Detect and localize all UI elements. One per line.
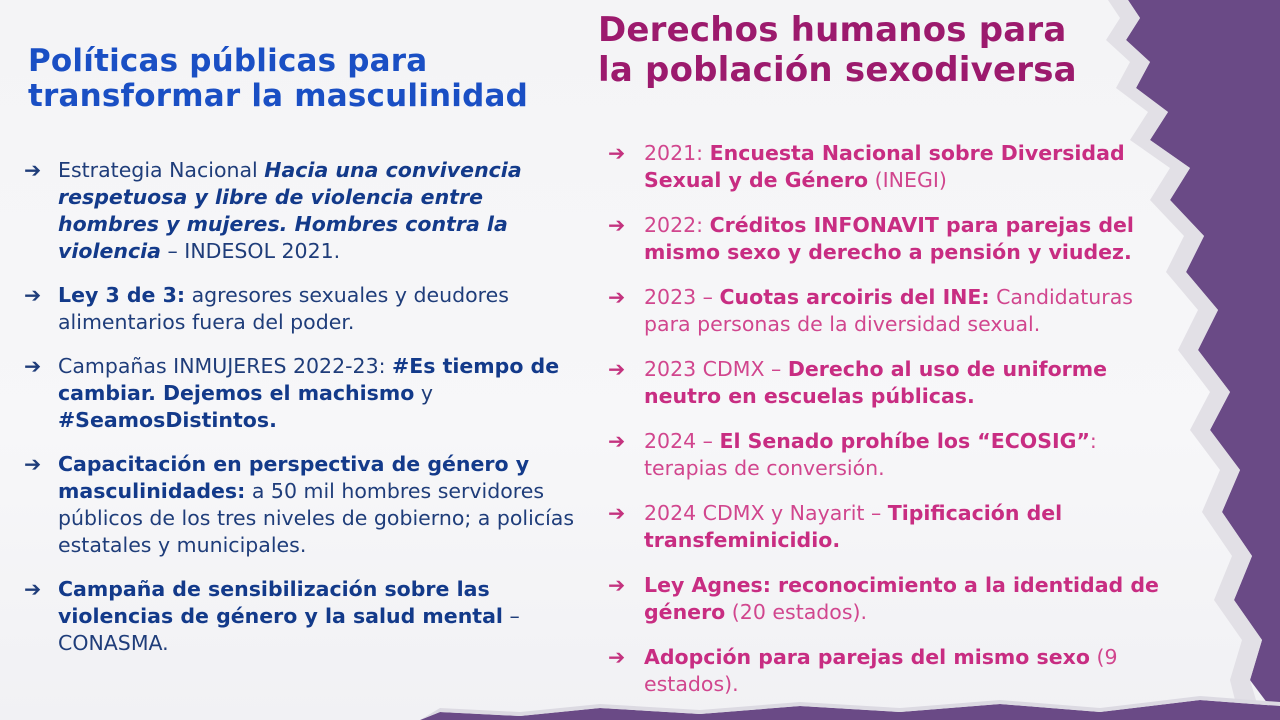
left-title-line1: Políticas públicas para (28, 43, 428, 79)
item-text: Candidaturas para personas de la diversidad sexual. (644, 285, 1133, 336)
arrow-right-icon: ➔ (608, 285, 626, 309)
item-text: agresores sexuales y deudores alimentarios fuera del poder. (58, 283, 509, 334)
left-column (24, 44, 584, 674)
arrow-right-icon: ➔ (608, 501, 626, 525)
item-emphasis: #Es tiempo de cambiar. Dejemos el machismo (58, 354, 560, 405)
item-text: (9 estados). (644, 645, 1118, 696)
item-emphasis: Hacia una convivencia respetuosa y libre de violencia entre hombres y mujeres. Hombres contra la violencia (58, 158, 522, 263)
item-text: – CONASMA. (58, 604, 520, 655)
arrow-right-icon: ➔ (608, 429, 626, 453)
item-text: Estrategia Nacional (58, 158, 265, 182)
item-text: (INEGI) (868, 168, 947, 192)
item-emphasis: Cuotas arcoiris del INE: (719, 285, 990, 309)
item-emphasis: Adopción para parejas del mismo sexo (644, 645, 1090, 669)
item-text: Campañas INMUJERES 2022-23: (58, 354, 393, 378)
list-item (598, 284, 1178, 338)
item-emphasis: Ley 3 de 3: (58, 283, 186, 307)
list-item (24, 157, 584, 265)
item-text: 2023 CDMX – (644, 357, 788, 381)
list-item (598, 572, 1178, 626)
item-text: – INDESOL 2021. (161, 239, 341, 263)
right-title-line2: la población sexodiversa (598, 50, 1077, 90)
list-item (598, 500, 1178, 554)
list-item (598, 140, 1178, 194)
item-emphasis: Encuesta Nacional sobre Diversidad Sexual y de Género (644, 141, 1125, 192)
item-emphasis: Tipificación del transfeminicidio. (644, 501, 1063, 552)
right-title-line1: Derechos humanos para (598, 10, 1067, 50)
list-item (598, 428, 1178, 482)
list-item (598, 356, 1178, 410)
arrow-right-icon: ➔ (608, 141, 626, 165)
right-title (598, 10, 1178, 90)
item-emphasis: Derecho al uso de uniforme neutro en escuelas públicas. (644, 357, 1108, 408)
item-emphasis: Campaña de sensibilización sobre las violencias de género y la salud mental (58, 577, 503, 628)
arrow-right-icon: ➔ (608, 213, 626, 237)
list-item (598, 644, 1178, 698)
item-text: 2024 – (644, 429, 720, 453)
item-emphasis: Créditos INFONAVIT para parejas del mismo sexo y derecho a pensión y viudez. (644, 213, 1134, 264)
item-text: (20 estados). (725, 600, 868, 624)
right-bullet-list (598, 140, 1178, 698)
list-item (598, 212, 1178, 266)
item-text: 2022: (644, 213, 710, 237)
list-item (24, 282, 584, 336)
arrow-right-icon: ➔ (24, 452, 42, 476)
item-text: a 50 mil hombres servidores públicos de los tres niveles de gobierno; a policías estatales y municipales. (58, 479, 575, 557)
item-text: 2024 CDMX y Nayarit – (644, 501, 888, 525)
left-bullet-list (24, 157, 584, 657)
arrow-right-icon: ➔ (24, 283, 42, 307)
arrow-right-icon: ➔ (608, 645, 626, 669)
item-emphasis: El Senado prohíbe los “ECOSIG” (719, 429, 1090, 453)
item-emphasis: Ley Agnes: reconocimiento a la identidad de género (644, 573, 1159, 624)
arrow-right-icon: ➔ (24, 577, 42, 601)
item-emphasis: #SeamosDistintos. (58, 408, 277, 432)
item-text: 2023 – (644, 285, 720, 309)
right-column (598, 10, 1178, 716)
arrow-right-icon: ➔ (24, 158, 42, 182)
item-emphasis: Capacitación en perspectiva de género y masculinidades: (58, 452, 530, 503)
item-text: y (414, 381, 433, 405)
list-item (24, 576, 584, 657)
item-text: 2021: (644, 141, 710, 165)
list-item (24, 451, 584, 559)
arrow-right-icon: ➔ (608, 573, 626, 597)
left-title (28, 44, 584, 114)
left-title-line2: transformar la masculinidad (28, 78, 529, 114)
arrow-right-icon: ➔ (24, 354, 42, 378)
item-text: : terapias de conversión. (644, 429, 1097, 480)
arrow-right-icon: ➔ (608, 357, 626, 381)
list-item (24, 353, 584, 434)
